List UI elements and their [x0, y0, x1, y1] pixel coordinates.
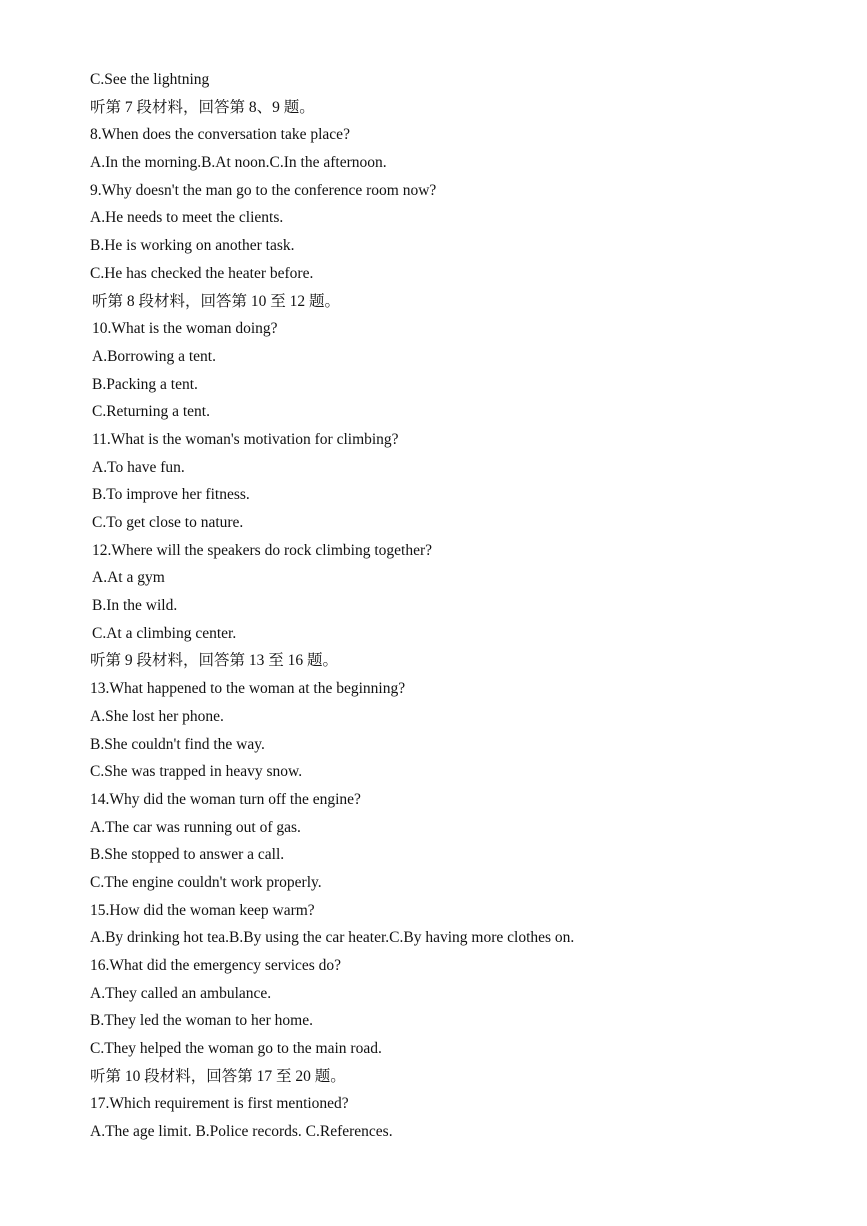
answer-options-8: A.In the morning.B.At noon.C.In the afternoon. [90, 154, 387, 172]
question-14: 14.Why did the woman turn off the engine? [90, 790, 361, 808]
section-instruction: 听第 9 段材料，回答第 13 至 16 题。 [90, 652, 339, 670]
answer-option: A.At a gym [92, 569, 165, 587]
answer-option: B.She stopped to answer a call. [90, 846, 285, 864]
answer-option: C.To get close to nature. [92, 514, 244, 531]
section-instruction: 听第 10 段材料，回答第 17 至 20 题。 [90, 1067, 346, 1085]
question-12: 12.Where will the speakers do rock climbing together? [92, 541, 433, 559]
question-10: 10.What is the woman doing? [92, 320, 278, 338]
question-13: 13.What happened to the woman at the beginning? [90, 680, 406, 698]
answer-option: A.The car was running out of gas. [90, 818, 301, 836]
section-instruction: 听第 8 段材料，回答第 10 至 12 题。 [92, 292, 341, 310]
section-instruction: 听第 7 段材料，回答第 8、9 题。 [90, 98, 315, 116]
answer-option: B.He is working on another task. [90, 237, 295, 255]
answer-option: A.To have fun. [92, 458, 185, 476]
question-17: 17.Which requirement is first mentioned? [90, 1095, 349, 1113]
question-text-block [90, 66, 830, 1146]
answer-option: C.Returning a tent. [92, 403, 210, 421]
answer-option: A.They called an ambulance. [90, 984, 272, 1002]
question-16: 16.What did the emergency services do? [90, 957, 342, 974]
answer-option: C.See the lightning [90, 71, 210, 88]
answer-option: B.Packing a tent. [92, 375, 198, 393]
question-15: 15.How did the woman keep warm? [90, 901, 315, 919]
answer-option: A.He needs to meet the clients. [90, 209, 284, 227]
answer-option: A.Borrowing a tent. [92, 347, 216, 365]
question-8: 8.When does the conversation take place? [90, 126, 350, 144]
answer-option: B.In the wild. [92, 597, 178, 615]
answer-option: C.The engine couldn't work properly. [90, 873, 322, 891]
answer-option: B.To improve her fitness. [92, 486, 250, 504]
question-9: 9.Why doesn't the man go to the conference room now? [90, 181, 437, 199]
answer-option: C.At a climbing center. [92, 624, 237, 642]
answer-option: C.She was trapped in heavy snow. [90, 763, 303, 781]
answer-options-15: A.By drinking hot tea.B.By using the car heater.C.By having more clothes on. [90, 929, 575, 947]
answer-option: B.They led the woman to her home. [90, 1012, 313, 1030]
answer-option: C.They helped the woman go to the main road. [90, 1040, 382, 1058]
answer-option: C.He has checked the heater before. [90, 264, 314, 282]
question-11: 11.What is the woman's motivation for climbing? [92, 430, 399, 448]
answer-options-17: A.The age limit. B.Police records. C.References. [90, 1123, 393, 1141]
answer-option: B.She couldn't find the way. [90, 735, 265, 753]
answer-option: A.She lost her phone. [90, 707, 224, 725]
